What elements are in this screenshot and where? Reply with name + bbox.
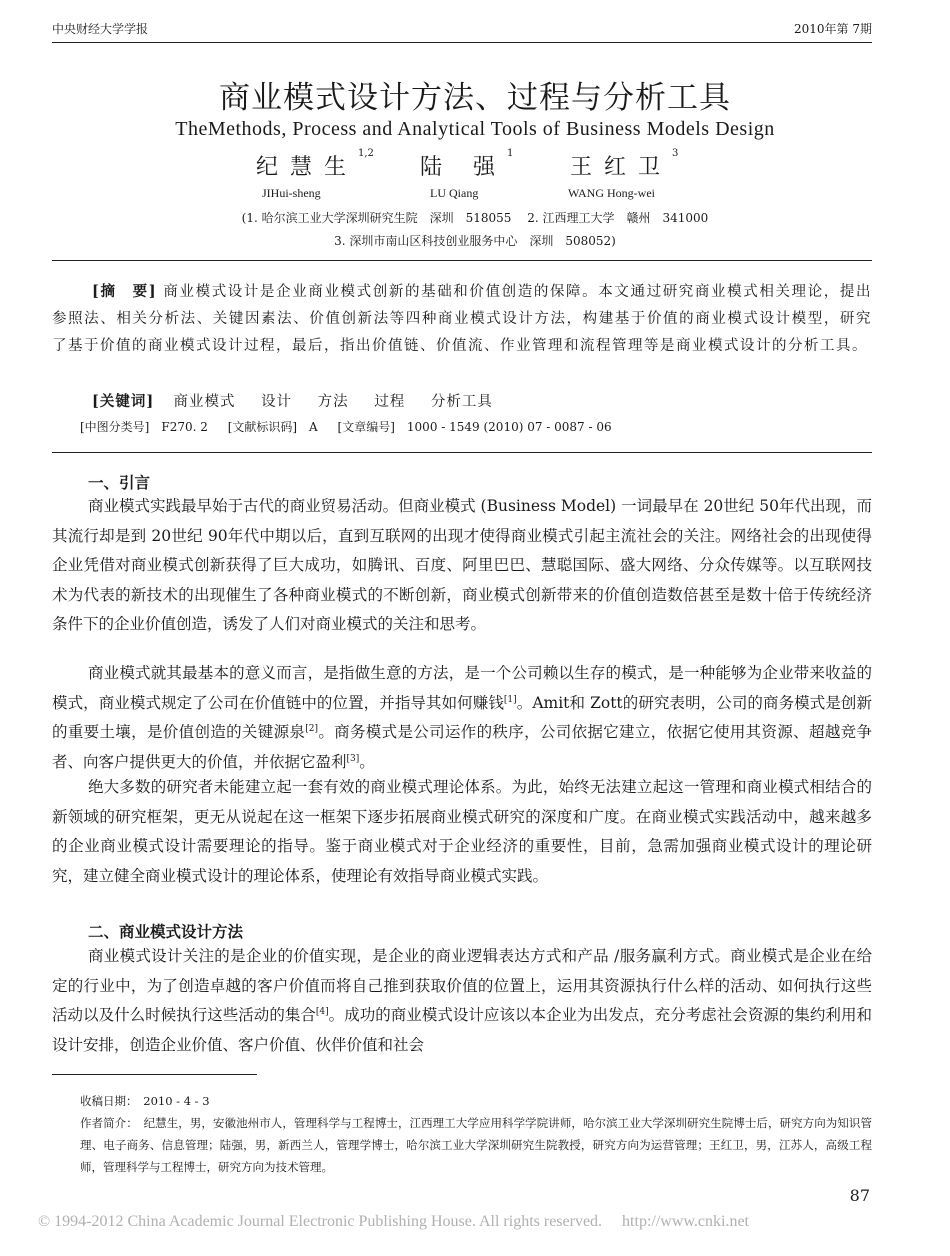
keyword-item: 过程 — [374, 394, 406, 410]
page-title: 商业模式设计方法、过程与分析工具 — [219, 80, 731, 116]
author-2-pinyin: LU Qiang — [430, 186, 479, 200]
paragraph-2: 商业模式就其最基本的意义而言，是指做生意的方法，是一个公司赖以生存的模式，是一种能够为企业带来收益的模式，商业模式规定了公司在价值链中的位置，并指导其如何赚钱[1]。Amit和 Zott的研究表明，公司的商务模式是创新的重要土壤，是价值创造的关键源泉[2]。商务模式是公司运作的秩序，公司依据它建立，依据它使用其资源、超越竞争者、向客户提供更大的价值，并依据它盈利[3]。 — [52, 664, 872, 771]
header-rule — [52, 42, 872, 43]
author-2: 陆 强$^1$ — [420, 148, 514, 180]
received-date: 收稿日期： 2010 - 4 - 3 — [80, 1094, 210, 1108]
paragraph-1: 商业模式实践最早始于古代的商业贸易活动。但商业模式 (Business Model) 一词最早在 20世纪 50年代出现，而其流行却是到 20世纪 90年代中期以后，直到互联网的出现才使得商业模式引起主流社会的关注。网络社会的出现使得企业凭借对商业模式创新获得了巨大成功，如腾讯、百度、阿里巴巴、慧聪国际、盛大网络、分众传媒等。以互联网技术为代表的新技术的出现催生了各种商业模式的不断创新，商业模式创新带来的价值创造数倍甚至是数十倍于传统经济条件下的企业价值创造，诱发了人们对商业模式的关注和思考。 — [52, 497, 872, 633]
keyword-item: 方法 — [317, 394, 349, 410]
document-code: [文献标识码] A — [227, 420, 318, 434]
citation-2: [2] — [305, 724, 318, 734]
section-heading-1: 一、引言 — [88, 473, 151, 492]
author-bio: 作者简介： 纪慧生，男，安徽池州市人，管理科学与工程博士，江西理工大学应用科学学院讲师，哈尔滨工业大学深圳研究生院博士后，研究方向为知识管理、电子商务、信息管理；陆强，男，新西兰人，管理学博士，哈尔滨工业大学深圳研究生院教授，研究方向为运营管理；王红卫，男，江苏人，高级工程师，管理科学与工程博士，研究方向为技术管理。 — [80, 1116, 872, 1174]
journal-name: 中央财经大学学报 — [52, 22, 149, 36]
affiliation-line-2: 3. 深圳市南山区科技创业服务中心 深圳 508052) — [334, 234, 616, 248]
keywords-label: [关键词] — [92, 393, 155, 410]
citation-3: [3] — [346, 753, 360, 764]
author-1: 纪慧生$^{1,2}$ — [256, 148, 374, 180]
abstract-text: 商业模式设计是企业商业模式创新的基础和价值创造的保障。本文通过研究商业模式相关理论，提出参照法、相关分析法、关键因素法、价值创新法等四种商业模式设计方法，构建基于价值的商业模式设计模型，研究了基于价值的商业模式设计过程，最后，指出价值链、价值流、作业管理和流程管理等是商业模式设计的分析工具。 — [52, 284, 872, 354]
english-title: TheMethods, Process and Analytical Tools of Business Models Design — [175, 118, 775, 140]
affiliation-line-1: (1. 哈尔滨工业大学深圳研究生院 深圳 518055 2. 江西理工大学 赣州 341000 — [241, 211, 709, 225]
issue-label: 2010年第 7期 — [794, 22, 872, 36]
copyright-watermark: © 1994-2012 China Academic Journal Electronic Publishing House. All rights reserved. http://www.cnki.net — [38, 1213, 749, 1230]
article-number: [文章编号] 1000 - 1549 (2010) 07 - 0087 - 06 — [337, 420, 612, 434]
citation-1: [1] — [503, 694, 517, 705]
paragraph-3: 绝大多数的研究者未能建立起一套有效的商业模式理论体系。为此，始终无法建立起这一管理和商业模式相结合的新领域的研究框架，更无从说起在这一框架下逐步拓展商业模式研究的深度和广度。在商业模式实践活动中，越来越多的企业商业模式设计需要理论的指导。鉴于商业模式对于企业经济的重要性，目前，急需加强商业模式设计的理论研究，建立健全商业模式设计的理论体系，使理论有效指导商业模式实践。 — [52, 778, 872, 885]
footnote-rule — [52, 1074, 257, 1075]
abstract-label: [摘 要] — [92, 283, 158, 300]
author-3: 王红卫$^3$ — [570, 148, 679, 180]
keyword-item: 设计 — [261, 394, 293, 410]
author-3-pinyin: WANG Hong-wei — [568, 186, 655, 200]
author-1-pinyin: JIHui-sheng — [262, 186, 321, 200]
abstract-top-rule — [52, 260, 872, 261]
citation-4: [4] — [315, 1007, 329, 1017]
paragraph-4: 商业模式设计关注的是企业的价值实现，是企业的商业逻辑表达方式和产品 /服务赢利方式。商业模式是企业在给定的行业中，为了创造卓越的客户价值而将自己推到获取价值的位置上，运用其资源执行什么样的活动、如何执行这些活动以及什么时候执行这些活动的集合[4]。成功的商业模式设计应该以本企业为出发点，充分考虑社会资源的集约利用和设计安排，创造企业价值、客户价值、伙伴价值和社会 — [52, 947, 872, 1054]
section-heading-2: 二、商业模式设计方法 — [88, 922, 244, 941]
clc-number: [中图分类号] F270. 2 — [80, 420, 208, 434]
page-number: 87 — [849, 1186, 870, 1205]
keywords — [92, 390, 513, 411]
classification-line — [80, 418, 628, 435]
abstract-bottom-rule — [52, 452, 872, 453]
keyword-item: 商业模式 — [173, 394, 236, 410]
abstract — [52, 278, 872, 360]
keyword-item: 分析工具 — [430, 394, 493, 410]
